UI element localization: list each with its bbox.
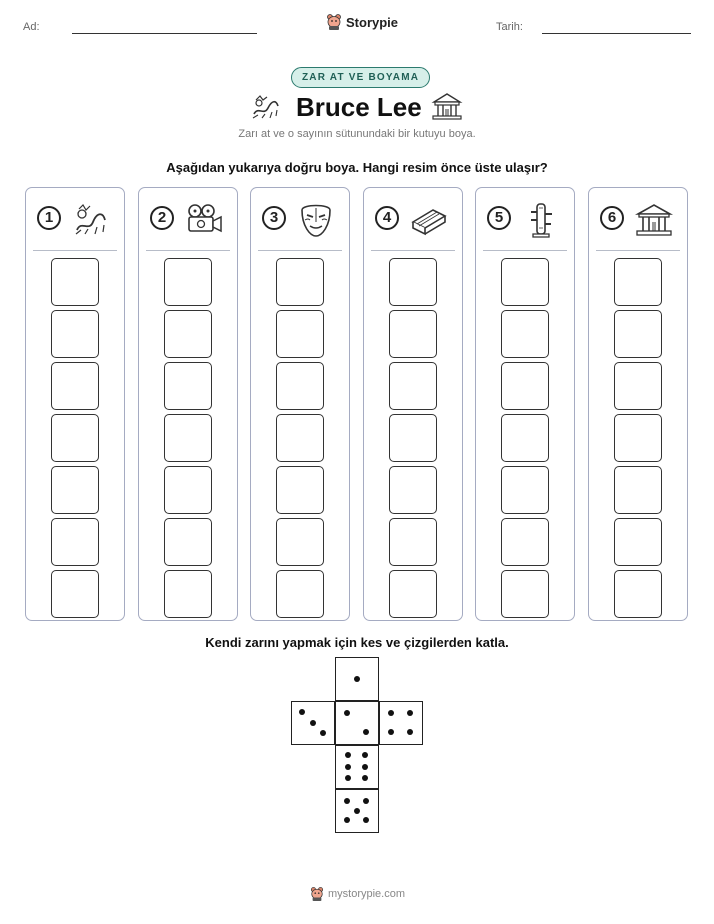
column-divider — [483, 250, 567, 251]
date-line[interactable] — [542, 33, 691, 34]
column-header — [484, 202, 566, 238]
die-pip — [320, 730, 326, 736]
dragon-icon — [250, 92, 282, 122]
column-5 — [475, 187, 575, 621]
wooden-dummy-icon — [521, 202, 561, 238]
name-line[interactable] — [72, 33, 257, 34]
die-face-1 — [335, 657, 379, 701]
color-box[interactable] — [389, 414, 437, 462]
color-box[interactable] — [164, 570, 212, 618]
die-pip — [362, 775, 368, 781]
book-icon — [409, 202, 449, 238]
color-box[interactable] — [501, 414, 549, 462]
color-box[interactable] — [389, 570, 437, 618]
die-pip — [345, 775, 351, 781]
column-4 — [363, 187, 463, 621]
color-box[interactable] — [164, 414, 212, 462]
die-face-2 — [335, 701, 379, 745]
die-face-4 — [379, 701, 423, 745]
die-pip — [388, 710, 394, 716]
die-pip — [362, 764, 368, 770]
color-box[interactable] — [276, 570, 324, 618]
color-box[interactable] — [276, 310, 324, 358]
color-box[interactable] — [501, 362, 549, 410]
color-box[interactable] — [614, 310, 662, 358]
name-label: Ad: — [23, 21, 40, 33]
color-box[interactable] — [389, 310, 437, 358]
die-face-3 — [291, 701, 335, 745]
color-box[interactable] — [51, 466, 99, 514]
bear-icon — [310, 886, 324, 902]
bear-icon — [326, 13, 342, 31]
die-pip — [310, 720, 316, 726]
movie-camera-icon — [184, 202, 224, 238]
column-divider — [146, 250, 230, 251]
color-box[interactable] — [614, 466, 662, 514]
column-header — [259, 202, 341, 238]
color-box[interactable] — [276, 466, 324, 514]
column-divider — [371, 250, 455, 251]
die-pip — [354, 808, 360, 814]
color-box[interactable] — [51, 518, 99, 566]
color-box[interactable] — [51, 310, 99, 358]
color-box[interactable] — [389, 362, 437, 410]
color-box[interactable] — [389, 466, 437, 514]
die-pip — [407, 729, 413, 735]
activity-badge: ZAR AT VE BOYAMA — [291, 67, 430, 88]
color-box[interactable] — [164, 362, 212, 410]
color-box[interactable] — [276, 518, 324, 566]
color-box[interactable] — [276, 362, 324, 410]
color-box[interactable] — [614, 414, 662, 462]
column-2 — [138, 187, 238, 621]
color-box[interactable] — [164, 258, 212, 306]
color-box[interactable] — [51, 414, 99, 462]
die-pip — [363, 817, 369, 823]
color-box[interactable] — [501, 310, 549, 358]
die-pip — [345, 752, 351, 758]
column-divider — [596, 250, 680, 251]
die-pip — [362, 752, 368, 758]
color-box[interactable] — [501, 258, 549, 306]
color-box[interactable] — [389, 518, 437, 566]
die-face-5 — [335, 789, 379, 833]
column-number: 5 — [487, 206, 511, 230]
color-box[interactable] — [389, 258, 437, 306]
temple-icon — [634, 202, 674, 238]
footer-url: mystorypie.com — [328, 888, 406, 900]
color-box[interactable] — [51, 258, 99, 306]
date-label: Tarih: — [496, 21, 523, 33]
color-box[interactable] — [164, 518, 212, 566]
brand-logo — [326, 13, 398, 31]
opera-mask-icon — [296, 202, 336, 238]
color-box[interactable] — [51, 362, 99, 410]
die-pip — [407, 710, 413, 716]
brand-name: Storypie — [346, 14, 399, 30]
die-pip — [344, 817, 350, 823]
color-box[interactable] — [164, 310, 212, 358]
die-pip — [345, 764, 351, 770]
column-header — [597, 202, 679, 238]
page-title: Bruce Lee — [296, 92, 422, 122]
column-divider — [33, 250, 117, 251]
die-pip — [344, 710, 350, 716]
column-6 — [588, 187, 688, 621]
color-box[interactable] — [276, 414, 324, 462]
dragon-icon — [71, 202, 111, 238]
column-number: 4 — [375, 206, 399, 230]
column-number: 1 — [37, 206, 61, 230]
color-box[interactable] — [276, 258, 324, 306]
color-box[interactable] — [614, 258, 662, 306]
instruction-text: Aşağıdan yukarıya doğru boya. Hangi resim önce üste ulaşır? — [166, 160, 548, 175]
color-box[interactable] — [164, 466, 212, 514]
color-box[interactable] — [614, 362, 662, 410]
color-box[interactable] — [51, 570, 99, 618]
die-pip — [299, 709, 305, 715]
temple-icon — [431, 92, 463, 122]
die-pip — [363, 798, 369, 804]
die-pip — [388, 729, 394, 735]
color-box[interactable] — [501, 570, 549, 618]
color-box[interactable] — [614, 518, 662, 566]
column-header — [34, 202, 116, 238]
die-pip — [344, 798, 350, 804]
color-box[interactable] — [501, 466, 549, 514]
color-box[interactable] — [501, 518, 549, 566]
die-pip — [363, 729, 369, 735]
footer — [310, 886, 405, 902]
column-1 — [25, 187, 125, 621]
column-number: 2 — [150, 206, 174, 230]
subtitle: Zarı at ve o sayının sütunundaki bir kutuyu boya. — [238, 128, 476, 140]
column-header — [372, 202, 454, 238]
column-number: 3 — [262, 206, 286, 230]
column-number: 6 — [600, 206, 624, 230]
column-header — [147, 202, 229, 238]
color-box[interactable] — [614, 570, 662, 618]
column-3 — [250, 187, 350, 621]
column-divider — [258, 250, 342, 251]
die-face-6 — [335, 745, 379, 789]
die-pip — [354, 676, 360, 682]
cut-instruction: Kendi zarını yapmak için kes ve çizgilerden katla. — [205, 635, 509, 650]
